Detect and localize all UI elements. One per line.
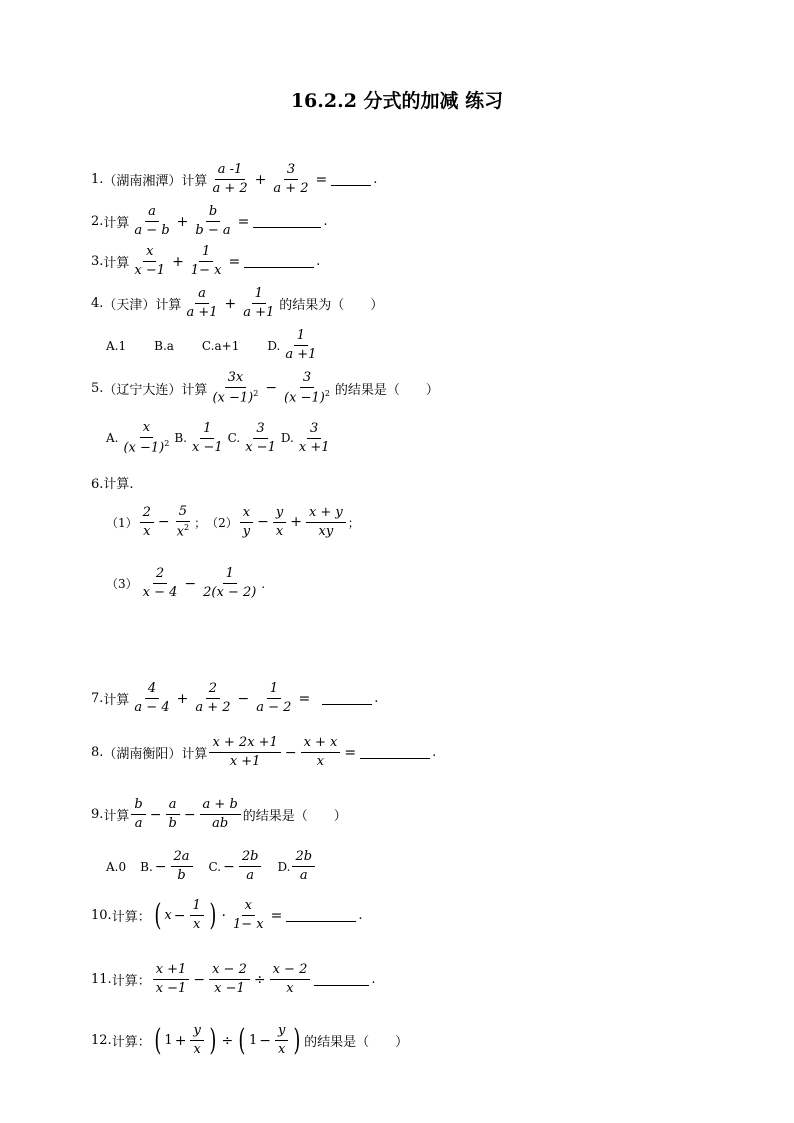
fraction: $\frac{1}{x}$ — [190, 898, 204, 934]
end-mark: . — [261, 576, 266, 591]
question-number: 11. — [91, 972, 112, 988]
operator: + — [290, 514, 302, 531]
question-source: （辽宁大连） — [103, 382, 182, 398]
operator: + — [172, 253, 184, 270]
fraction: $\frac{a + b}{ab}$ — [200, 797, 241, 833]
left-paren: ( — [154, 1022, 162, 1058]
fraction: $\frac{1}{2(x - 2)}$ — [203, 566, 257, 601]
question-verb: 计算 — [181, 174, 208, 190]
fraction: $\frac{x - 2}{x}$ — [270, 962, 311, 998]
right-paren: ) — [209, 1022, 217, 1058]
question-6-part-3 — [106, 566, 265, 602]
option-d[interactable]: D. — [277, 859, 291, 874]
question-4 — [91, 286, 383, 322]
operator: − — [184, 575, 197, 592]
question-verb: 计算： — [111, 974, 151, 990]
end-mark: . — [432, 745, 437, 761]
question-2 — [91, 204, 328, 240]
question-tail: 的结果是（ ） — [334, 382, 439, 398]
fraction: $\frac{1}{x -1}$ — [192, 420, 223, 455]
fraction: $\frac{x + 2x +1}{x +1}$ — [209, 735, 280, 771]
question-11 — [91, 962, 375, 998]
option-b[interactable]: B. — [174, 431, 187, 446]
option-d[interactable]: D. — [267, 338, 281, 353]
question-number: 6.计算. — [91, 477, 134, 492]
separator: ； — [194, 515, 207, 530]
answer-blank[interactable] — [253, 215, 321, 228]
question-number: 5. — [91, 380, 104, 396]
fraction: $\frac{b}{b - a}$ — [195, 204, 231, 239]
fraction: $\frac{x}{x -1}$ — [134, 244, 166, 279]
fraction: $\frac{3}{(x -1)^2}$ — [284, 370, 330, 406]
question-verb: 计算 — [103, 809, 130, 825]
operator: + — [176, 213, 189, 230]
operator: − — [183, 806, 196, 823]
right-paren: ) — [293, 1022, 301, 1058]
fraction: $\frac{y}{x}$ — [190, 1023, 203, 1059]
operator: − — [284, 744, 297, 761]
operator: + — [224, 295, 237, 312]
end-mark: . — [371, 972, 376, 988]
end-mark: . — [373, 172, 378, 188]
answer-blank[interactable] — [331, 173, 371, 186]
fraction: $\frac{y}{x}$ — [273, 505, 286, 541]
option-c[interactable]: C. — [208, 859, 222, 874]
fraction: $\frac{a}{a - b}$ — [134, 204, 170, 239]
fraction: $\frac{1}{a +1}$ — [243, 286, 275, 321]
operator: − — [257, 514, 269, 531]
fraction: $\frac{4}{a - 4}$ — [134, 681, 170, 716]
fraction: $\frac{5}{x^2}$ — [176, 504, 190, 540]
end-mark: . — [358, 908, 363, 924]
question-6-heading — [91, 473, 134, 492]
answer-blank[interactable] — [314, 973, 369, 986]
equals-sign: = — [270, 907, 283, 924]
right-paren: ) — [209, 897, 217, 933]
fraction: $\frac{2}{x - 4}$ — [142, 566, 178, 601]
fraction: $\frac{1}{a +1}$ — [285, 328, 317, 363]
equals-sign: = — [237, 213, 250, 230]
answer-blank[interactable] — [286, 909, 356, 922]
option-a[interactable]: A. — [106, 431, 119, 446]
question-tail: 的结果是（ ） — [304, 1035, 409, 1051]
fraction: $\frac{1}{a - 2}$ — [256, 681, 292, 716]
option-a[interactable]: A.0 — [106, 859, 127, 874]
fraction: $\frac{2a}{b}$ — [171, 849, 193, 885]
question-number: 3. — [91, 254, 104, 270]
fraction: $\frac{3}{x -1}$ — [245, 420, 276, 455]
answer-blank[interactable] — [360, 746, 430, 759]
fraction: $\frac{x}{y}$ — [240, 505, 253, 541]
left-paren: ( — [238, 1022, 246, 1058]
end-mark: . — [374, 691, 379, 707]
fraction: $\frac{2b}{a}$ — [292, 849, 315, 885]
fraction: $\frac{2}{a + 2}$ — [195, 681, 231, 716]
option-d[interactable]: D. — [280, 431, 294, 446]
operator: + — [176, 690, 189, 707]
question-tail: 的结果为（ ） — [279, 298, 384, 314]
question-verb: 计算 — [103, 256, 130, 272]
equals-sign: = — [228, 253, 241, 270]
question-5 — [91, 370, 439, 407]
question-3 — [91, 244, 320, 280]
separator: ； — [347, 515, 360, 530]
fraction: $\frac{x + x}{x}$ — [301, 735, 341, 771]
end-mark: . — [323, 214, 328, 230]
operator: − — [237, 690, 250, 707]
fraction: $\frac{x}{(x -1)^2}$ — [123, 420, 170, 456]
question-number: 9. — [91, 807, 104, 823]
question-number: 4. — [91, 296, 104, 312]
question-tail: 的结果是（ ） — [242, 809, 347, 825]
fraction: $\frac{y}{x}$ — [275, 1023, 288, 1059]
question-5-options — [106, 420, 335, 457]
fraction: $\frac{x}{1- x}$ — [232, 898, 264, 933]
question-1 — [91, 162, 377, 198]
answer-blank[interactable] — [244, 255, 314, 268]
question-verb: 计算 — [103, 693, 130, 709]
question-4-options — [106, 328, 321, 364]
end-mark: . — [316, 254, 321, 270]
part-label: （1） — [106, 515, 138, 530]
question-9 — [91, 797, 347, 833]
question-number: 10. — [91, 908, 112, 924]
question-verb: 计算： — [111, 910, 151, 926]
operator: − — [193, 971, 206, 988]
question-number: 2. — [91, 214, 104, 230]
fraction: $\frac{a -1}{a + 2}$ — [212, 162, 248, 197]
option-b[interactable]: B. — [140, 859, 153, 874]
answer-blank[interactable] — [322, 692, 372, 705]
operator: − — [265, 380, 278, 397]
part-label: （3） — [106, 577, 138, 592]
option-c[interactable]: C.a+1 — [201, 338, 240, 353]
page-title: 16.2.2 分式的加减 练习 — [290, 90, 504, 112]
option-a[interactable]: A.1 — [106, 338, 127, 353]
equals-sign: = — [298, 690, 311, 707]
question-verb: 计算 — [103, 216, 130, 232]
option-b[interactable]: B.a — [154, 338, 174, 353]
operator: ÷ — [253, 971, 266, 988]
operator: + — [254, 171, 267, 188]
left-paren: ( — [154, 897, 162, 933]
question-12: 12. 计算： ( 1 + $\frac{y}{x}$ ) ÷ ( 1 − $\frac{y}{x}$ ) 的结果是（ ） — [91, 1022, 409, 1058]
equals-sign: = — [344, 744, 357, 761]
question-verb: 计算 — [181, 382, 208, 398]
equals-sign: = — [315, 171, 328, 188]
question-6-part-1-2 — [106, 504, 360, 541]
question-number: 7. — [91, 691, 104, 707]
fraction: $\frac{a}{b}$ — [165, 797, 179, 833]
fraction: $\frac{3x}{(x -1)^2}$ — [212, 370, 259, 406]
question-number: 12. — [91, 1033, 112, 1049]
question-8 — [91, 735, 436, 771]
question-9-options: A.0 B. − $\frac{2a}{b}$ C. − $\frac{2b}{a}$ D. $\frac{2b}{a}$ — [106, 849, 317, 885]
question-source: （湖南湘潭） — [103, 174, 182, 190]
question-verb: 计算 — [181, 747, 208, 763]
question-number: 1. — [91, 172, 104, 188]
question-10: 10. 计算： ( x − $\frac{1}{x}$ ) · $\frac{x}{1- x}$ = . — [91, 897, 363, 933]
fraction: $\frac{2b}{a}$ — [239, 849, 262, 885]
fraction: $\frac{x + y}{xy}$ — [306, 505, 346, 541]
fraction: $\frac{b}{a}$ — [131, 797, 145, 833]
fraction: $\frac{3}{x +1}$ — [298, 420, 330, 455]
fraction: $\frac{a}{a +1}$ — [186, 286, 218, 321]
question-source: （湖南衡阳） — [103, 747, 182, 763]
operator: − — [157, 514, 170, 531]
question-7 — [91, 681, 378, 717]
option-c[interactable]: C. — [227, 431, 241, 446]
fraction: $\frac{1}{1- x}$ — [190, 244, 222, 279]
fraction: $\frac{x +1}{x -1}$ — [153, 962, 190, 998]
question-number: 8. — [91, 745, 104, 761]
fraction: $\frac{3}{a + 2}$ — [273, 162, 309, 197]
part-label: （2） — [206, 515, 238, 530]
operator: − — [149, 806, 162, 823]
question-verb: 计算： — [111, 1035, 151, 1051]
fraction: $\frac{2}{x}$ — [140, 505, 154, 541]
question-source: （天津） — [103, 298, 156, 314]
fraction: $\frac{x - 2}{x -1}$ — [209, 962, 250, 998]
question-verb: 计算 — [155, 298, 182, 314]
